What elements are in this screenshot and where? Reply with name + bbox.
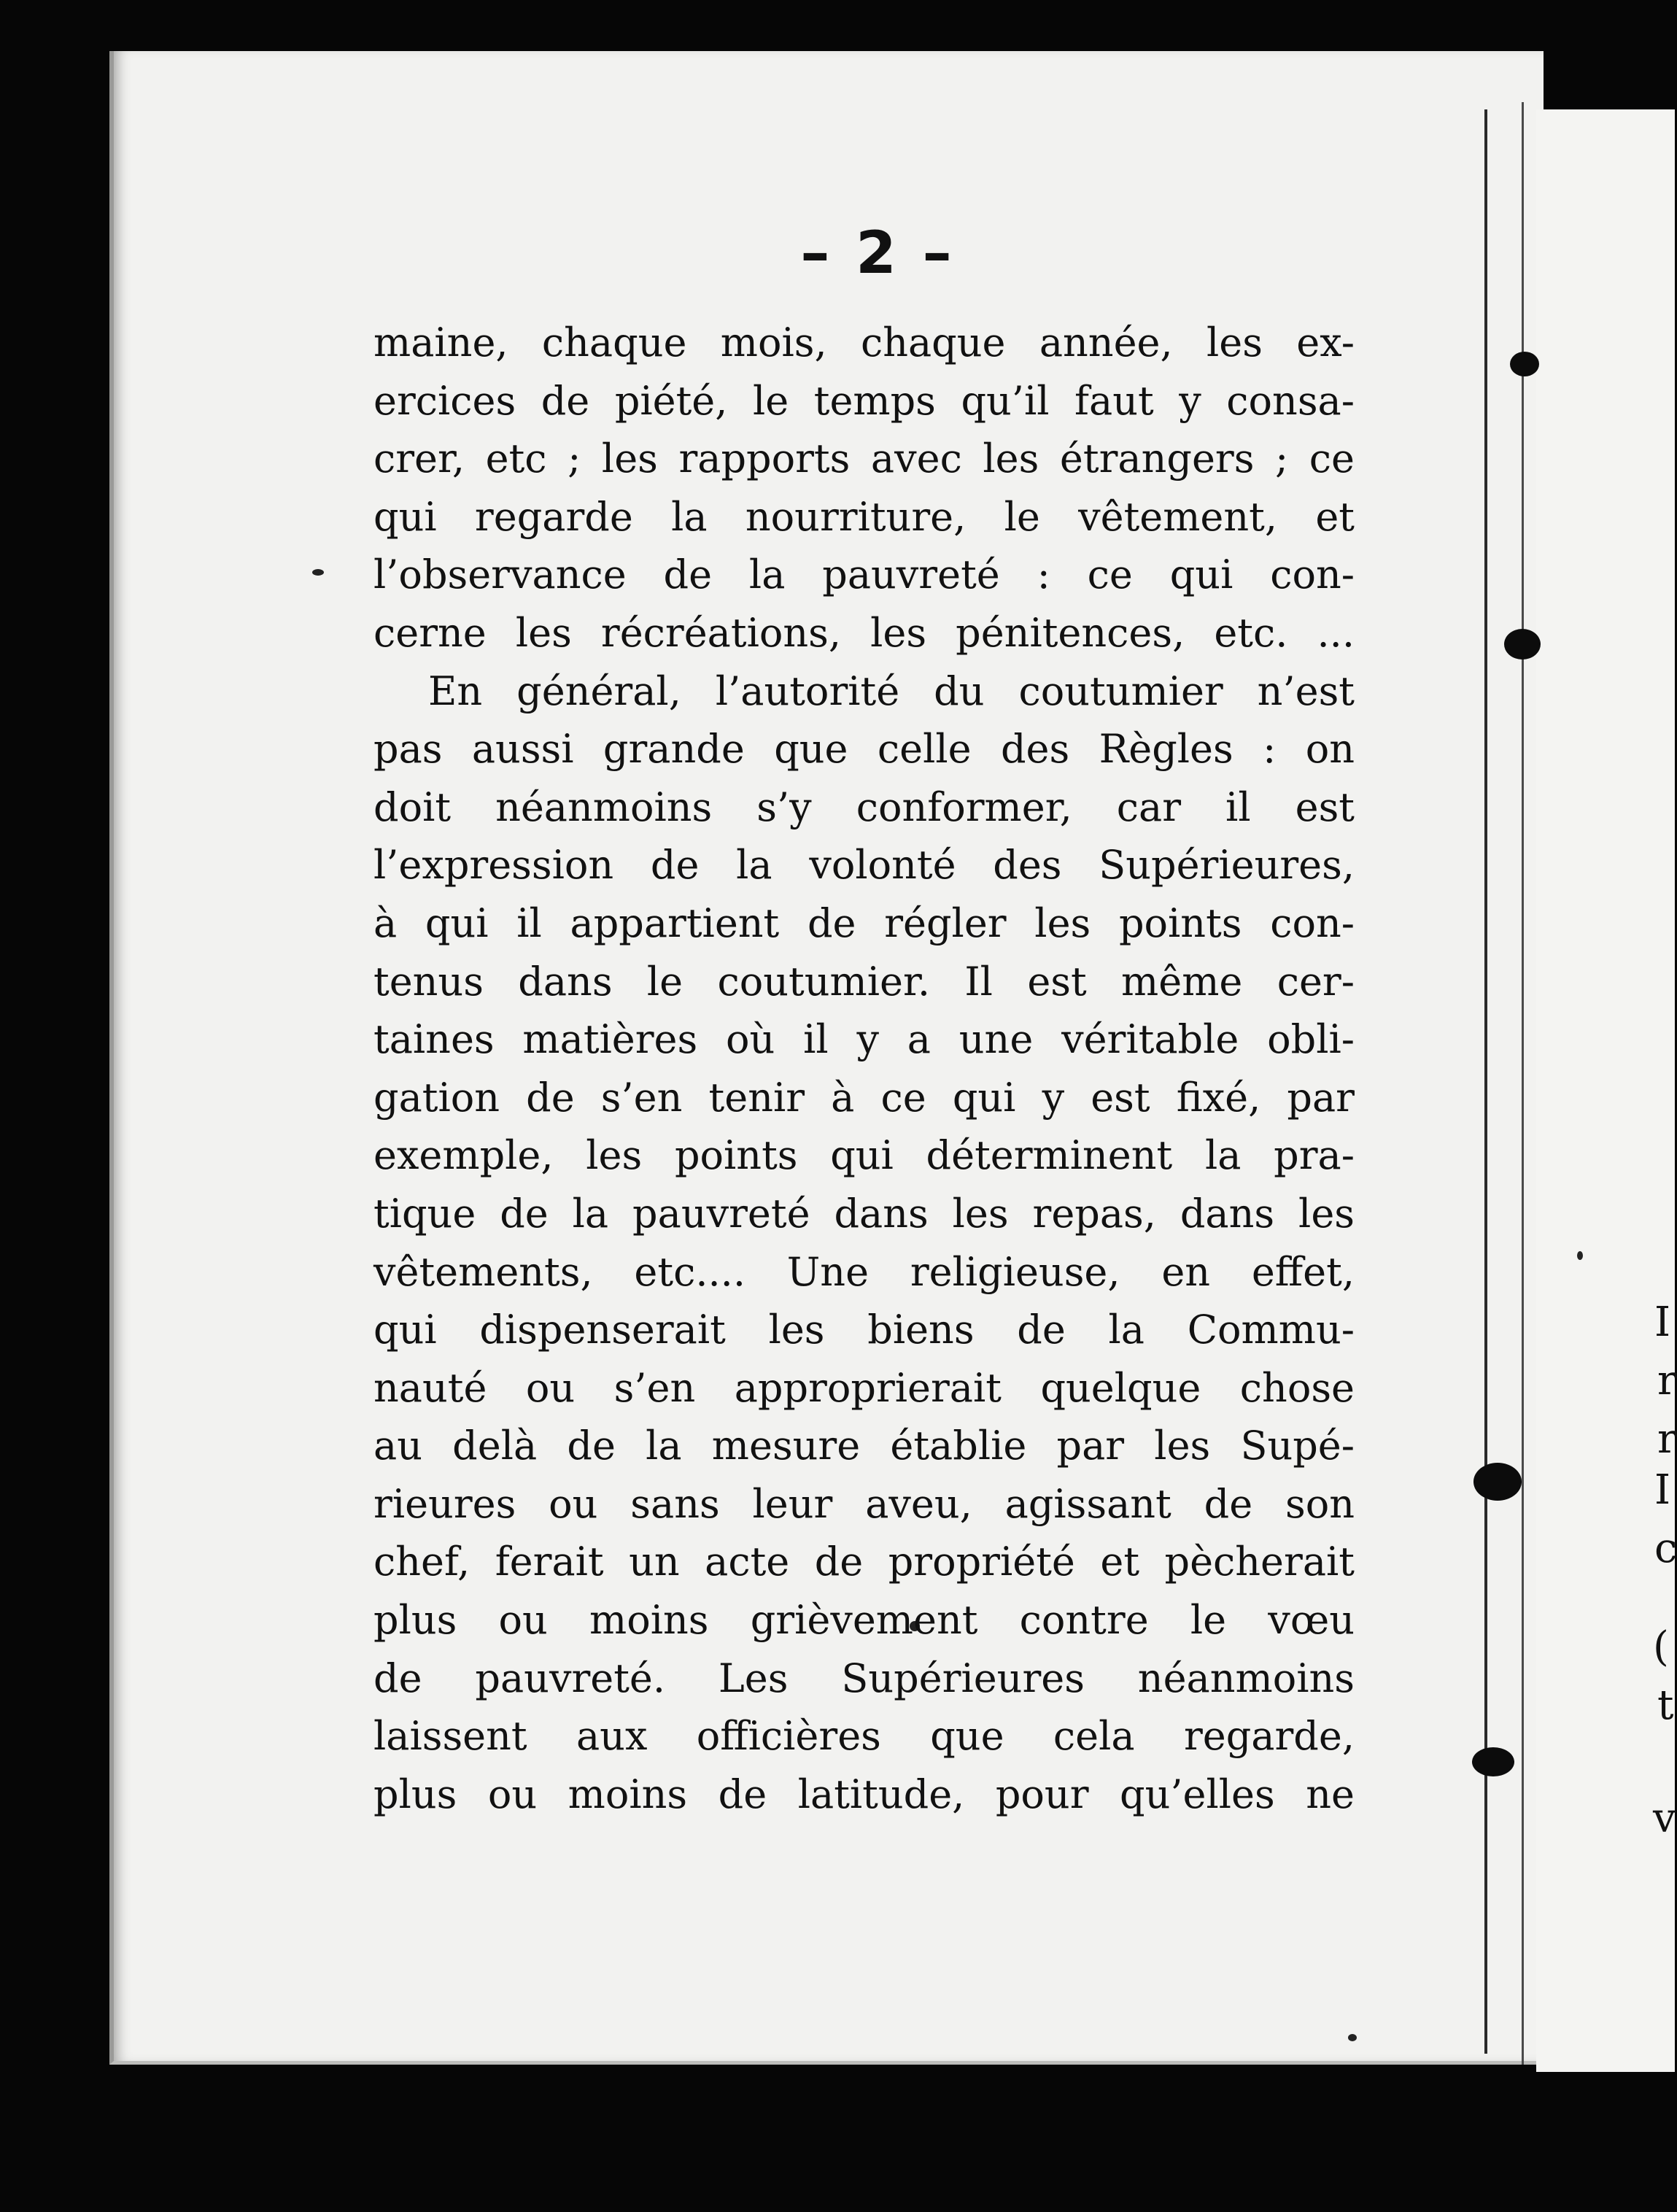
- binding-stitch: [1472, 1747, 1514, 1776]
- text-line: plus ou moins grièvement contre le vœu: [373, 1597, 1355, 1644]
- text-line: exemple, les points qui déterminent la pra-: [373, 1132, 1355, 1179]
- text-line: à qui il appartient de régler les points con-: [373, 900, 1355, 946]
- binding-stitch: [1473, 1463, 1522, 1501]
- facing-page-fragment: v: [1653, 1795, 1676, 1842]
- text-line: l’observance de la pauvreté : ce qui con-: [373, 552, 1355, 598]
- text-line: vêtements, etc.... Une religieuse, en effet,: [373, 1248, 1355, 1295]
- text-line: au delà de la mesure établie par les Supé-: [373, 1423, 1355, 1469]
- text-line: crer, etc ; les rapports avec les étrangers ; ce: [373, 436, 1355, 482]
- binding-stitch: [1510, 352, 1539, 376]
- text-line: l’expression de la volonté des Supérieures,: [373, 842, 1355, 889]
- text-line: maine, chaque mois, chaque année, les ex-: [373, 320, 1355, 366]
- facing-page-edge: [1536, 109, 1675, 2072]
- facing-page-fragment: r: [1657, 1357, 1677, 1404]
- facing-page-fragment: t: [1657, 1682, 1674, 1729]
- scan-speck: [312, 569, 324, 576]
- text-line: doit néanmoins s’y conformer, car il est: [373, 784, 1355, 830]
- text-line: de pauvreté. Les Supérieures néanmoins: [373, 1655, 1355, 1701]
- page-gutter-line-outer: [1522, 102, 1524, 2065]
- text-line: rieures ou sans leur aveu, agissant de son: [373, 1480, 1355, 1527]
- text-line: pas aussi grande que celle des Règles : on: [373, 726, 1355, 773]
- facing-page-fragment: r: [1657, 1415, 1677, 1463]
- facing-page-fragment: (: [1653, 1623, 1669, 1671]
- text-line: nauté ou s’en approprierait quelque chose: [373, 1364, 1355, 1411]
- facing-page-fragment: I: [1654, 1299, 1671, 1346]
- page-number: – 2 –: [800, 219, 955, 287]
- body-text: [373, 314, 1355, 1823]
- text-line: qui regarde la nourriture, le vêtement, et: [373, 493, 1355, 540]
- text-line: qui dispenserait les biens de la Commu-: [373, 1307, 1355, 1353]
- scan-speck: [1577, 1251, 1583, 1260]
- text-line: gation de s’en tenir à ce qui y est fixé, par: [373, 1074, 1355, 1121]
- text-line: ercices de piété, le temps qu’il faut y consa-: [373, 377, 1355, 424]
- facing-page-fragment: c: [1654, 1525, 1677, 1572]
- text-line: En général, l’autorité du coutumier n’est: [428, 668, 1355, 714]
- text-line: tique de la pauvreté dans les repas, dans les: [373, 1190, 1355, 1237]
- text-line: laissent aux officières que cela regarde,: [373, 1713, 1355, 1760]
- text-line: plus ou moins de latitude, pour qu’elles ne: [373, 1771, 1355, 1817]
- text-line: taines matières où il y a une véritable obli-: [373, 1016, 1355, 1063]
- text-line: cerne les récréations, les pénitences, etc. ...: [373, 609, 1355, 656]
- text-line: chef, ferait un acte de propriété et pècherait: [373, 1539, 1355, 1585]
- scan-speck: [1348, 2034, 1357, 2041]
- text-line: tenus dans le coutumier. Il est même cer-: [373, 958, 1355, 1005]
- binding-stitch: [1504, 629, 1541, 660]
- facing-page-fragment: I: [1654, 1466, 1671, 1514]
